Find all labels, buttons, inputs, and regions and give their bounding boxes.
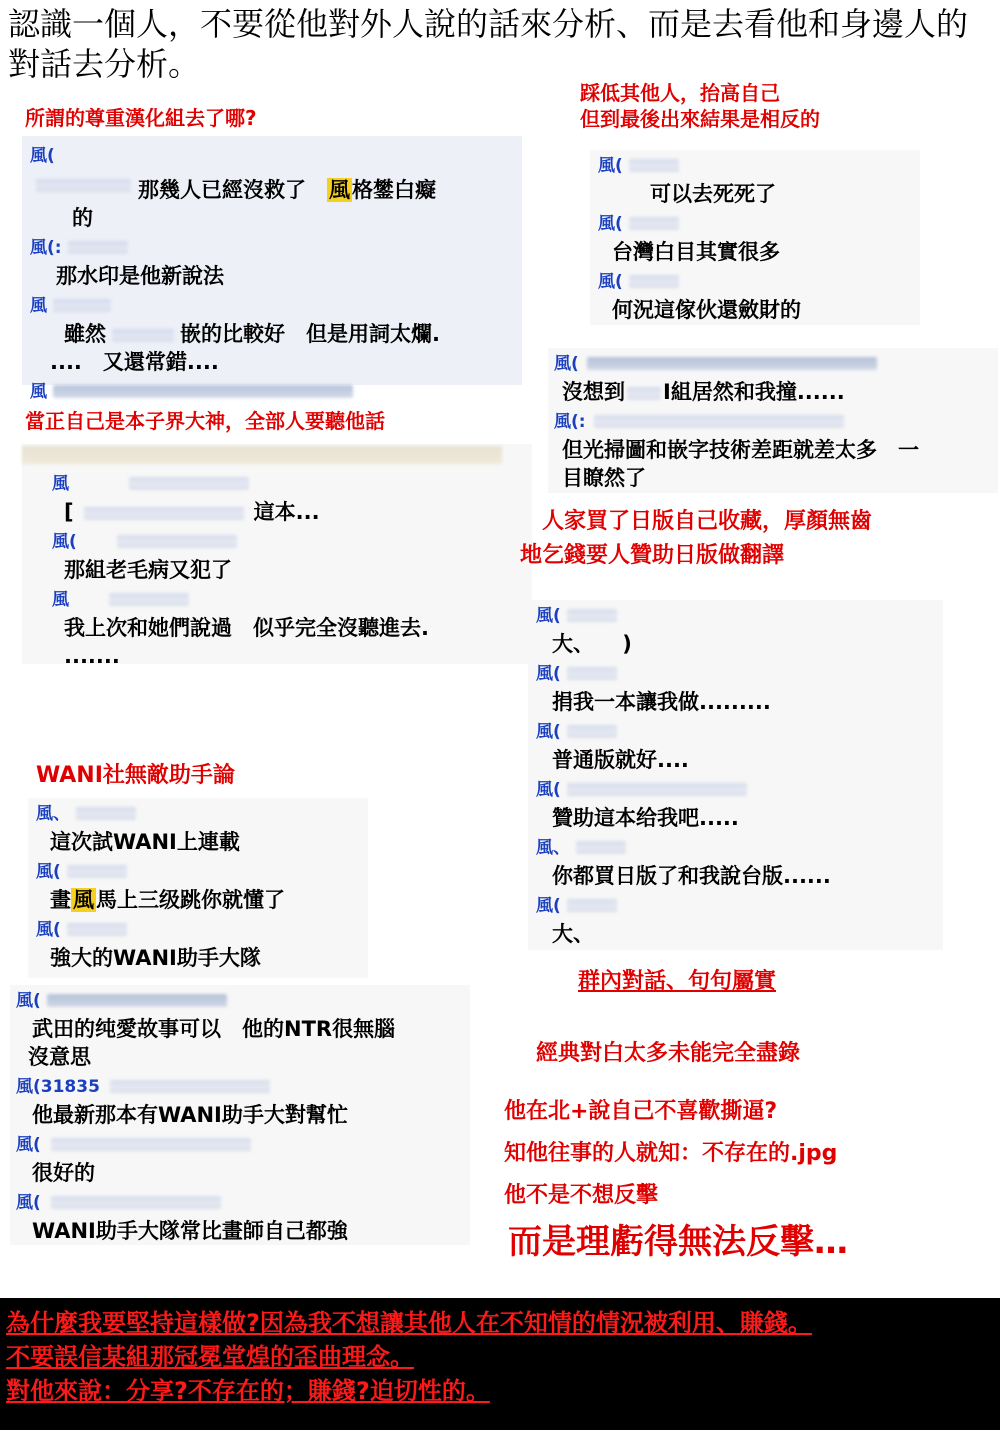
- chat-line: 很好的: [32, 1161, 95, 1185]
- banner-line-3: 對他來說：分享?不存在的；賺錢?迫切性的。: [6, 1377, 490, 1405]
- chat-line: 台灣白目其實很多: [612, 240, 780, 264]
- chat-nick: 風(: [598, 156, 623, 176]
- chat-nick: 風(: [598, 214, 623, 234]
- chat-line: 目瞭然了: [562, 466, 646, 490]
- chat-nick: 風(: [554, 354, 579, 374]
- chat-nick: 風(: [36, 920, 61, 940]
- chat-line: 何況這傢伙還斂財的: [612, 298, 801, 322]
- chat-line: 強大的WANI助手大隊: [50, 946, 261, 970]
- chat-nick: 風(:: [30, 238, 62, 258]
- annotation-self-god: 當正自己是本子界大神，全部人要聽他話: [25, 409, 385, 433]
- chat-nick: 風: [52, 590, 69, 610]
- annotation-wani-helper: WANI社無敵助手論: [36, 763, 235, 788]
- annotation-group-chat-truth: 群內對話、句句屬實: [578, 969, 777, 994]
- chat-line: 普通版就好....: [552, 748, 689, 772]
- chat-line: 他最新那本有WANI助手大對幫忙: [32, 1103, 348, 1127]
- chat-line: 大、 ): [552, 632, 632, 656]
- annotation-final-big: 而是理虧得無法反擊…: [508, 1222, 848, 1262]
- chat-nick: 風(: [536, 664, 561, 684]
- chat-line: .......: [64, 644, 120, 668]
- annotation-beg-money-1: 人家買了日版自己收藏，厚顏無齒: [542, 509, 873, 534]
- chat-line: 武田的纯愛故事可以 他的NTR很無腦: [32, 1017, 396, 1041]
- chat-line: 你都買日版了和我說台版......: [552, 864, 831, 888]
- chat-block-3: [28, 798, 368, 978]
- chat-nick: 風(: [598, 272, 623, 292]
- chat-nick: 風(: [536, 896, 561, 916]
- annotation-beg-money-2: 地乞錢要人贊助日版做翻譯: [520, 543, 785, 568]
- chat-block-7: [528, 600, 943, 950]
- banner-line-1: 為什麼我要堅持這樣做?因為我不想讓其他人在不知情的情況被利用、賺錢。: [6, 1309, 812, 1337]
- chat-nick: 風、: [36, 804, 70, 824]
- chat-line: 這次試WANI上連載: [50, 830, 240, 854]
- chat-line: 沒意思: [28, 1045, 91, 1069]
- chat-line: 贊助這本给我吧.....: [552, 806, 739, 830]
- annotation-put-down-others-1: 踩低其他人，抬高自己: [580, 81, 780, 105]
- chat-nick: 風: [30, 296, 47, 316]
- chat-block-2: [22, 444, 532, 668]
- chat-line: [ 這本...: [64, 500, 320, 524]
- chat-nick: 風(: [536, 780, 561, 800]
- chat-line: 我上次和她們說過 似乎完全沒聽進去.: [64, 616, 429, 640]
- chat-line: 沒想到 I組居然和我撞......: [562, 380, 845, 404]
- chat-block-1: [22, 136, 522, 402]
- annotation-respect-group: 所謂的尊重漢化組去了哪?: [25, 106, 257, 130]
- chat-nick: 風(: [30, 146, 55, 166]
- annotation-final-3: 他不是不想反擊: [504, 1183, 659, 1208]
- chat-line: .... 又還常錯....: [50, 350, 219, 374]
- page-title: 認識一個人，不要從他對外人說的話來分析、而是去看他和身邊人的對話去分析。: [8, 5, 969, 83]
- chat-nick: 風(: [36, 862, 61, 882]
- chat-nick: 風(: [16, 991, 41, 1011]
- annotation-final-1: 他在北+說自己不喜歡撕逼?: [504, 1099, 778, 1124]
- chat-block-6: [548, 348, 998, 493]
- chat-nick: 風(: [52, 532, 77, 552]
- chat-nick: 風(: [16, 1193, 41, 1213]
- chat-block-5: [590, 150, 920, 325]
- chat-nick: 風: [30, 382, 47, 402]
- chat-nick: 風(31835: [16, 1077, 100, 1097]
- banner-line-2: 不要誤信某組那冠冕堂煌的歪曲理念。: [6, 1343, 414, 1371]
- annotation-classic-lines: 經典對白太多未能完全盡錄: [536, 1041, 801, 1066]
- chat-line: 可以去死死了: [650, 182, 776, 206]
- chat-block-4: [10, 985, 470, 1245]
- annotation-final-2: 知他往事的人就知：不存在的.jpg: [504, 1141, 838, 1166]
- chat-line: 雖然 嵌的比較好 但是用詞太爛.: [64, 322, 440, 346]
- chat-line: WANI助手大隊常比畫師自己都強: [32, 1219, 348, 1243]
- chat-nick: 風、: [536, 838, 570, 858]
- bottom-banner: [0, 1298, 1000, 1430]
- chat-line: 畫風馬上三级跳你就懂了: [50, 888, 285, 912]
- chat-nick: 風(: [16, 1135, 41, 1155]
- chat-nick: 風(: [536, 606, 561, 626]
- annotation-put-down-others-2: 但到最後出來結果是相反的: [580, 107, 820, 131]
- chat-line: 那組老毛病又犯了: [64, 558, 232, 582]
- chat-nick: 風(: [536, 722, 561, 742]
- chat-line: 大、: [552, 922, 594, 946]
- chat-line: 但光掃圖和嵌字技術差距就差太多 一: [562, 438, 919, 462]
- chat-nick: 風(:: [554, 412, 586, 432]
- chat-nick: 風: [52, 474, 69, 494]
- chat-line: 那幾人已經沒救了 風格鐢白癡: [138, 178, 436, 202]
- chat-line: 那水印是他新說法: [56, 264, 224, 288]
- chat-line: 捐我一本讓我做.........: [552, 690, 771, 714]
- chat-line: 的: [72, 206, 93, 230]
